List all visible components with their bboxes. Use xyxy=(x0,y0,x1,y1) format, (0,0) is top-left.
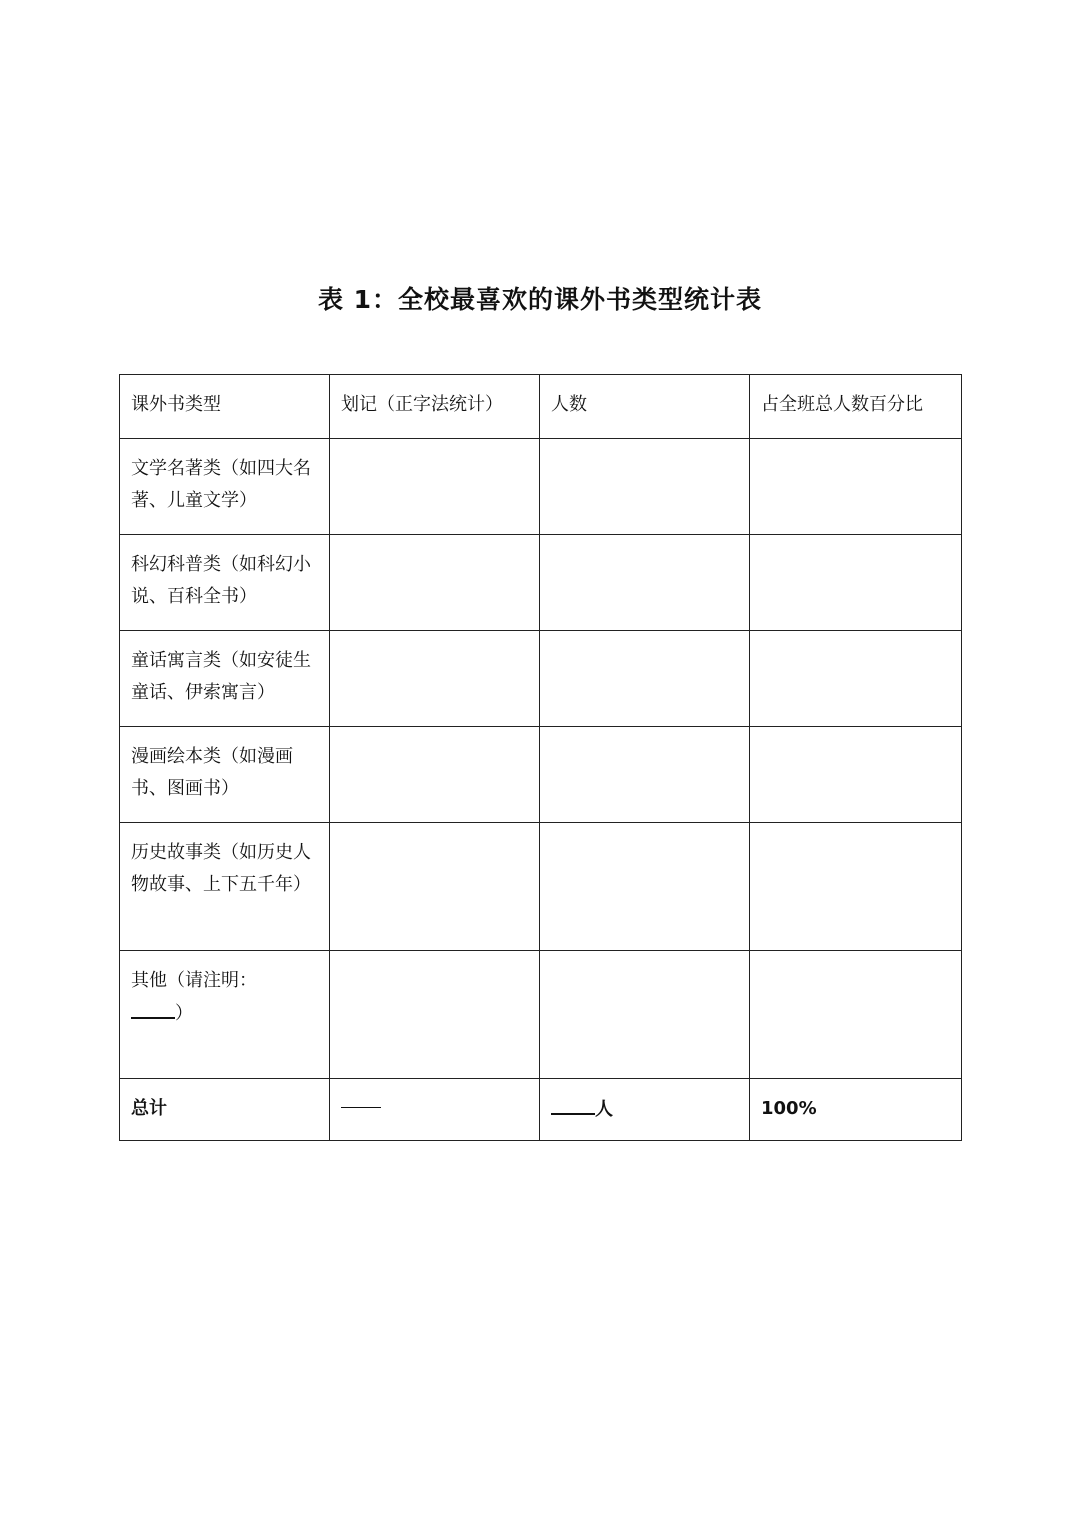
total-tally-cell xyxy=(330,1079,540,1141)
other-suffix: ） xyxy=(175,1003,193,1024)
header-tally: 划记（正字法统计） xyxy=(330,375,540,439)
table-row xyxy=(120,535,962,631)
row-percent-cell xyxy=(750,823,962,951)
total-percent: 100% xyxy=(750,1079,962,1141)
row-percent-cell xyxy=(750,439,962,535)
row-tally-cell xyxy=(330,631,540,727)
row-book-type: 童话寓言类（如安徒生童话、伊索寓言） xyxy=(120,631,330,727)
book-type-stats-table xyxy=(119,374,962,1141)
row-count-cell xyxy=(540,631,750,727)
row-book-type: 漫画绘本类（如漫画书、图画书） xyxy=(120,727,330,823)
table-row xyxy=(120,823,962,951)
row-percent-cell xyxy=(750,727,962,823)
total-count-cell xyxy=(540,1079,750,1141)
row-tally-cell xyxy=(330,823,540,951)
table-row xyxy=(120,727,962,823)
row-book-type-other xyxy=(120,951,330,1079)
row-count-cell xyxy=(540,727,750,823)
total-count-unit: 人 xyxy=(595,1099,613,1120)
row-percent-cell xyxy=(750,631,962,727)
header-book-type: 课外书类型 xyxy=(120,375,330,439)
total-count-blank xyxy=(551,1093,595,1115)
row-tally-cell xyxy=(330,727,540,823)
row-book-type: 文学名著类（如四大名著、儿童文学） xyxy=(120,439,330,535)
table-row xyxy=(120,439,962,535)
row-count-cell xyxy=(540,535,750,631)
total-tally-dash xyxy=(341,1093,381,1108)
row-count-cell xyxy=(540,951,750,1079)
row-tally-cell xyxy=(330,535,540,631)
table-row-other xyxy=(120,951,962,1079)
table-total-row xyxy=(120,1079,962,1141)
table-title: 表 1：全校最喜欢的课外书类型统计表 xyxy=(317,285,763,314)
row-percent-cell xyxy=(750,535,962,631)
row-percent-cell xyxy=(750,951,962,1079)
table-header-row xyxy=(120,375,962,439)
table-row xyxy=(120,631,962,727)
other-prefix: 其他（请注明： xyxy=(131,970,257,991)
row-book-type: 科幻科普类（如科幻小说、百科全书） xyxy=(120,535,330,631)
total-label: 总计 xyxy=(120,1079,330,1141)
row-tally-cell xyxy=(330,951,540,1079)
row-count-cell xyxy=(540,823,750,951)
header-count: 人数 xyxy=(540,375,750,439)
row-count-cell xyxy=(540,439,750,535)
row-tally-cell xyxy=(330,439,540,535)
header-percent: 占全班总人数百分比 xyxy=(750,375,962,439)
row-book-type: 历史故事类（如历史人物故事、上下五千年） xyxy=(120,823,330,951)
other-blank-line xyxy=(131,997,175,1019)
